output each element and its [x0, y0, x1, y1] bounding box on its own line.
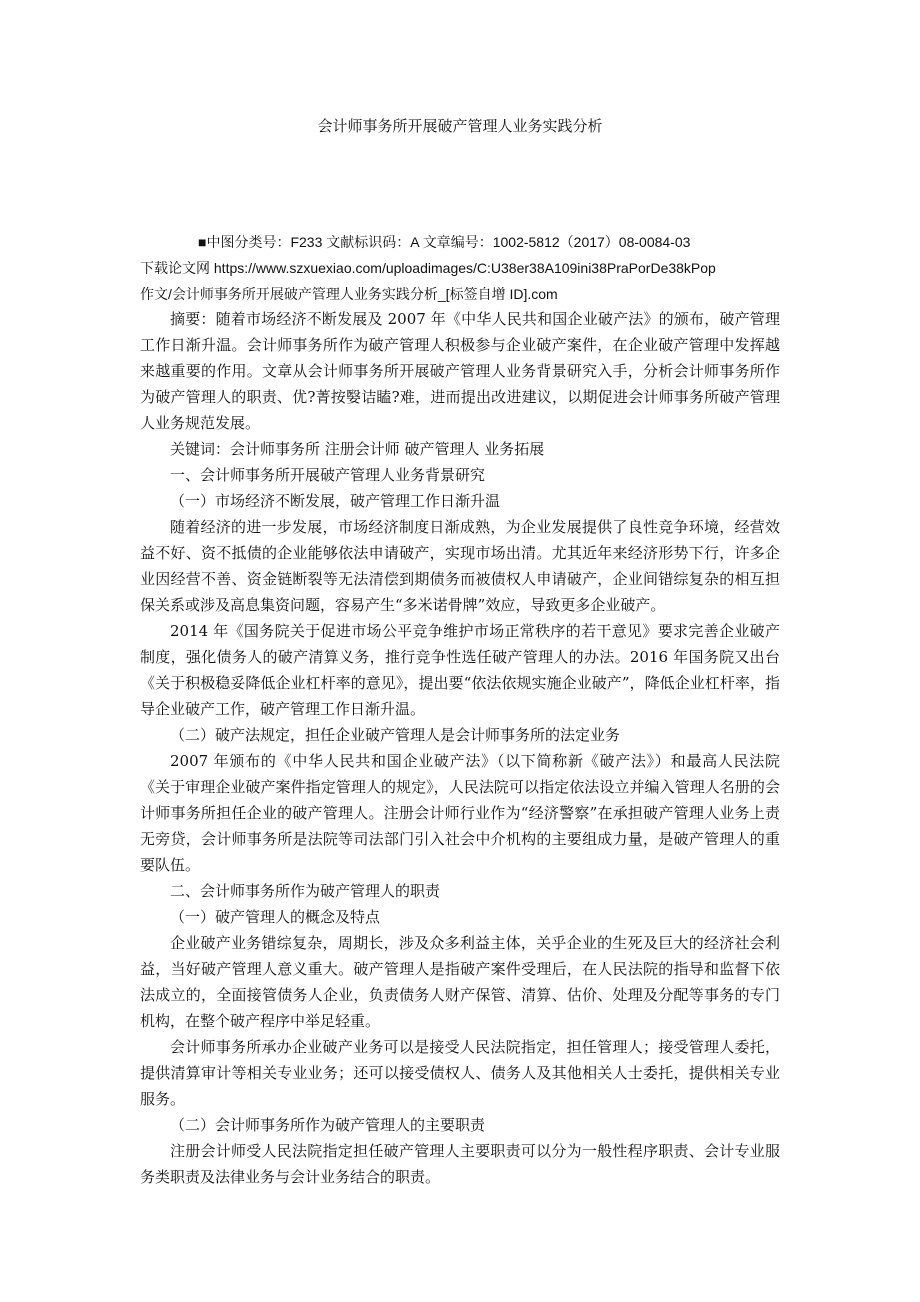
- keywords-line: 关键词：会计师事务所 注册会计师 破产管理人 业务拓展: [170, 440, 545, 458]
- document-title: 会计师事务所开展破产管理人业务实践分析: [317, 117, 603, 135]
- classification-meta: ■中图分类号：F233 文献标识码：A 文章编号：1002-5812（2017）08-0084-03: [198, 234, 691, 250]
- section-heading-2: 二、会计师事务所作为破产管理人的职责: [170, 882, 441, 900]
- download-url-line-1: 下载论文网 https://www.szxuexiao.com/uploadimages/C:U38er38A109ini38PraPorDe38kPop: [140, 260, 716, 276]
- body-paragraph: 随着经济的进一步发展，市场经济制度日渐成熟，为企业发展提供了良性竞争环境，经营效益不好、资不抵债的企业能够依法申请破产，实现市场出清。尤其近年来经济形势下行，许多企业因经营不善、资金链断裂等无法清偿到期债务而被债权人申请破产，企业间错综复杂的相互担保关系或涉及高息集资问题，容易产生“多米诺骨牌”效应，导致更多企业破产。: [140, 518, 780, 614]
- body-paragraph: 2014 年《国务院关于促进市场公平竞争维护市场正常秩序的若干意见》要求完善企业破产制度，强化债务人的破产清算义务，推行竞争性选任破产管理人的办法。2016 年国务院又出台《关于积极稳妥降低企业杠杆率的意见》，提出要“依法依规实施企业破产”，降低企业杠杆率，指导企业破产工作，破产管理工作日渐升温。: [140, 622, 780, 718]
- subsection-heading-1-1: （一）市场经济不断发展，破产管理工作日渐升温: [170, 492, 501, 510]
- body-paragraph: 注册会计师受人民法院指定担任破产管理人主要职责可以分为一般性程序职责、会计专业服务类职责及法律业务与会计业务结合的职责。: [140, 1142, 780, 1186]
- subsection-heading-1-2: （二）破产法规定，担任企业破产管理人是会计师事务所的法定业务: [170, 726, 621, 744]
- body-paragraph: 企业破产业务错综复杂，周期长，涉及众多利益主体，关乎企业的生死及巨大的经济社会利益，当好破产管理人意义重大。破产管理人是指破产案件受理后，在人民法院的指导和监督下依法成立的，全面接管债务人企业，负责债务人财产保管、清算、估价、处理及分配等事务的专门机构，在整个破产程序中举足轻重。: [140, 934, 780, 1030]
- subsection-heading-2-1: （一）破产管理人的概念及特点: [170, 908, 381, 926]
- section-heading-1: 一、会计师事务所开展破产管理人业务背景研究: [170, 466, 486, 484]
- download-url-line-2: 作文/会计师事务所开展破产管理人业务实践分析_[标签自增 ID].com: [140, 286, 558, 302]
- subsection-heading-2-2: （二）会计师事务所作为破产管理人的主要职责: [170, 1116, 486, 1134]
- body-paragraph: 2007 年颁布的《中华人民共和国企业破产法》（以下简称新《破产法》）和最高人民法院《关于审理企业破产案件指定管理人的规定》，人民法院可以指定依法设立并编入管理人名册的会计师事务所担任企业的破产管理人。注册会计师行业作为“经济警察”在承担破产管理人业务上责无旁贷，会计师事务所是法院等司法部门引入社会中介机构的主要组成力量，是破产管理人的重要队伍。: [140, 752, 780, 874]
- abstract-paragraph: 摘要：随着市场经济不断发展及 2007 年《中华人民共和国企业破产法》的颁布，破产管理工作日渐升温。会计师事务所作为破产管理人积极参与企业破产案件，在企业破产管理中发挥越来越重要的作用。文章从会计师事务所开展破产管理人业务背景研究入手，分析会计师事务所作为破产管理人的职责、优?菁按嫛诘瞌?难，进而提出改进建议，以期促进会计师事务所破产管理人业务规范发展。: [140, 310, 780, 432]
- article-body: [140, 306, 780, 1190]
- body-paragraph: 会计师事务所承办企业破产业务可以是接受人民法院指定，担任管理人；接受管理人委托，提供清算审计等相关专业业务；还可以接受债权人、债务人及其他相关人士委托，提供相关专业服务。: [140, 1038, 780, 1108]
